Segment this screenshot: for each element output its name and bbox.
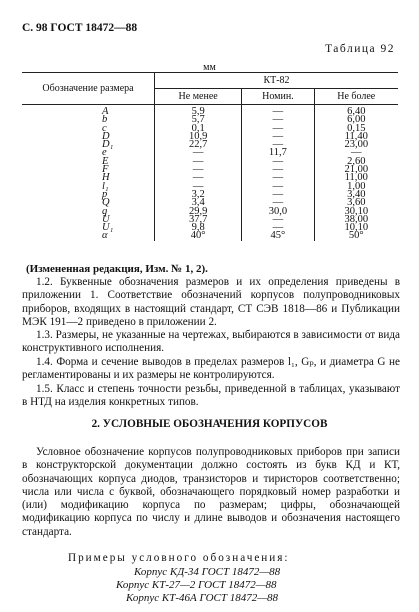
table-row (22, 166, 398, 174)
min-cell: — (155, 158, 242, 166)
table-row (22, 105, 398, 117)
max-cell: 21,00 (314, 166, 398, 174)
example-line-1: Корпус КД-34 ГОСТ 18472—88 (134, 566, 281, 578)
section-title: 2. УСЛОВНЫЕ ОБОЗНАЧЕНИЯ КОРПУСОВ (91, 418, 328, 430)
table-row (22, 158, 398, 166)
nom-cell: 11,7 (242, 149, 314, 157)
example-line-2: Корпус КТ-27—2 ГОСТ 18472—88 (116, 579, 277, 591)
param-cell: U (102, 213, 110, 225)
nom-cell: — (242, 125, 314, 133)
example-line-3: Корпус КТ-46А ГОСТ 18472—88 (126, 592, 278, 604)
min-cell: 10,9 (155, 133, 242, 141)
table-row (22, 224, 398, 232)
revision-note: (Измененная редакция, Изм. № 1, 2). (26, 263, 208, 275)
param-cell: A (102, 106, 109, 117)
min-cell: 5,7 (155, 116, 242, 124)
examples-title: Примеры условного обозначения: (68, 552, 290, 564)
table-body (22, 105, 398, 241)
param-cell: q (102, 205, 108, 217)
paragraph-1-2: 1.2. Буквенные обозначения размеров и их определения приведены в приложении 1. Соответствие обозначений корпусов полупроводниковых приборов, входящих в настоящий стандарт, СТ СЭВ 1818—86 и Публикации МЭК 191—2 приведено в приложении 2. (22, 276, 400, 328)
table-row (22, 216, 398, 224)
nom-cell: — (242, 158, 314, 166)
table-row (22, 149, 398, 157)
min-cell: — (155, 174, 242, 182)
max-cell: 50° (314, 232, 398, 240)
paragraph-1-5: 1.5. Класс и степень точности резьбы, приведенной в таблицах, указывают в НТД на изделия конкретных типов. (22, 383, 400, 409)
min-cell: — (155, 183, 242, 191)
max-cell: 23,00 (314, 141, 398, 149)
min-cell: — (155, 166, 242, 174)
min-cell: — (155, 149, 242, 157)
max-cell: 6,00 (314, 116, 398, 124)
param-cell: p (102, 188, 108, 200)
nom-cell: — (242, 174, 314, 182)
max-cell: 6,40 (314, 105, 398, 117)
nom-cell: — (242, 116, 314, 124)
param-cell: D₁ (102, 139, 114, 151)
param-cell: F (102, 164, 109, 176)
nom-cell: — (242, 133, 314, 141)
table-row (22, 133, 398, 141)
min-cell: 29,9 (155, 208, 242, 216)
param-cell: α (102, 230, 108, 242)
table-row (22, 199, 398, 207)
table-row (22, 116, 398, 124)
paragraph-1-4: 1.4. Форма и сечение выводов в пределах размеров l₁, Gₚ, и диаметра G не регламентированы и их размеры не контролируются. (22, 356, 400, 382)
group-column-header: КТ-82 (155, 73, 399, 89)
section-text: Условное обозначение корпусов полупроводниковых приборов при записи в конструкторской документации должно состоять из букв КД и КТ, обозначающих корпуса диодов, транзисторов и тиристоров соответственно; числа или числа с буквой, обозначающего порядковый номер разработки и (или) модификацию корпуса по размерам; цифры, обозначающей модификацию корпуса по числу и длине выводов и обозначения настоящего стандарта. (22, 446, 400, 538)
max-cell: 1,00 (314, 183, 398, 191)
param-cell: l₁ (102, 180, 109, 192)
max-cell: 38,00 (314, 216, 398, 224)
nom-cell: — (242, 191, 314, 199)
max-cell: 30,10 (314, 208, 398, 216)
nom-column-header: Номин. (242, 89, 314, 105)
param-cell: b (102, 114, 108, 126)
nom-cell: — (242, 141, 314, 149)
max-cell: 3,40 (314, 191, 398, 199)
nom-cell: 30,0 (242, 208, 314, 216)
param-cell: Q (102, 197, 110, 209)
page-header: С. 98 ГОСТ 18472—88 (22, 22, 138, 34)
nom-cell: — (242, 166, 314, 174)
min-cell: 40° (155, 232, 242, 240)
nom-cell: — (242, 183, 314, 191)
table-row (22, 208, 398, 216)
table-row (22, 125, 398, 133)
param-cell: D (102, 130, 110, 142)
param-cell: U₁ (102, 222, 114, 234)
param-column-header: Обозначение размера (22, 73, 155, 105)
table-row (22, 232, 398, 240)
min-cell: 5,9 (155, 105, 242, 117)
min-cell: 0,1 (155, 125, 242, 133)
max-cell: — (314, 149, 398, 157)
min-cell: 9,8 (155, 224, 242, 232)
nom-cell: — (242, 199, 314, 207)
max-cell: 10,10 (314, 224, 398, 232)
param-cell: c (102, 122, 107, 134)
unit-label: мм (203, 62, 216, 73)
table-row (22, 191, 398, 199)
table-row (22, 183, 398, 191)
min-cell: 37,7 (155, 216, 242, 224)
min-column-header: Не менее (155, 89, 242, 105)
max-cell: 2,60 (314, 158, 398, 166)
max-cell: 3,60 (314, 199, 398, 207)
min-cell: 3,2 (155, 191, 242, 199)
param-cell: E (102, 155, 109, 167)
param-cell: H (102, 172, 110, 184)
nom-cell: — (242, 216, 314, 224)
table-row (22, 174, 398, 182)
nom-cell: — (242, 105, 314, 117)
paragraph-1-3: 1.3. Размеры, не указанные на чертежах, выбираются в зависимости от вида конструктивного исполнения. (22, 329, 400, 355)
table-label: Таблица 92 (325, 43, 395, 55)
dimensions-table (22, 72, 398, 241)
max-column-header: Не более (314, 89, 398, 105)
min-cell: 3,4 (155, 199, 242, 207)
nom-cell: — (242, 224, 314, 232)
max-cell: 11,00 (314, 174, 398, 182)
table-row (22, 141, 398, 149)
param-cell: e (102, 147, 107, 159)
max-cell: 0,15 (314, 125, 398, 133)
nom-cell: 45° (242, 232, 314, 240)
max-cell: 11,40 (314, 133, 398, 141)
min-cell: 22,7 (155, 141, 242, 149)
